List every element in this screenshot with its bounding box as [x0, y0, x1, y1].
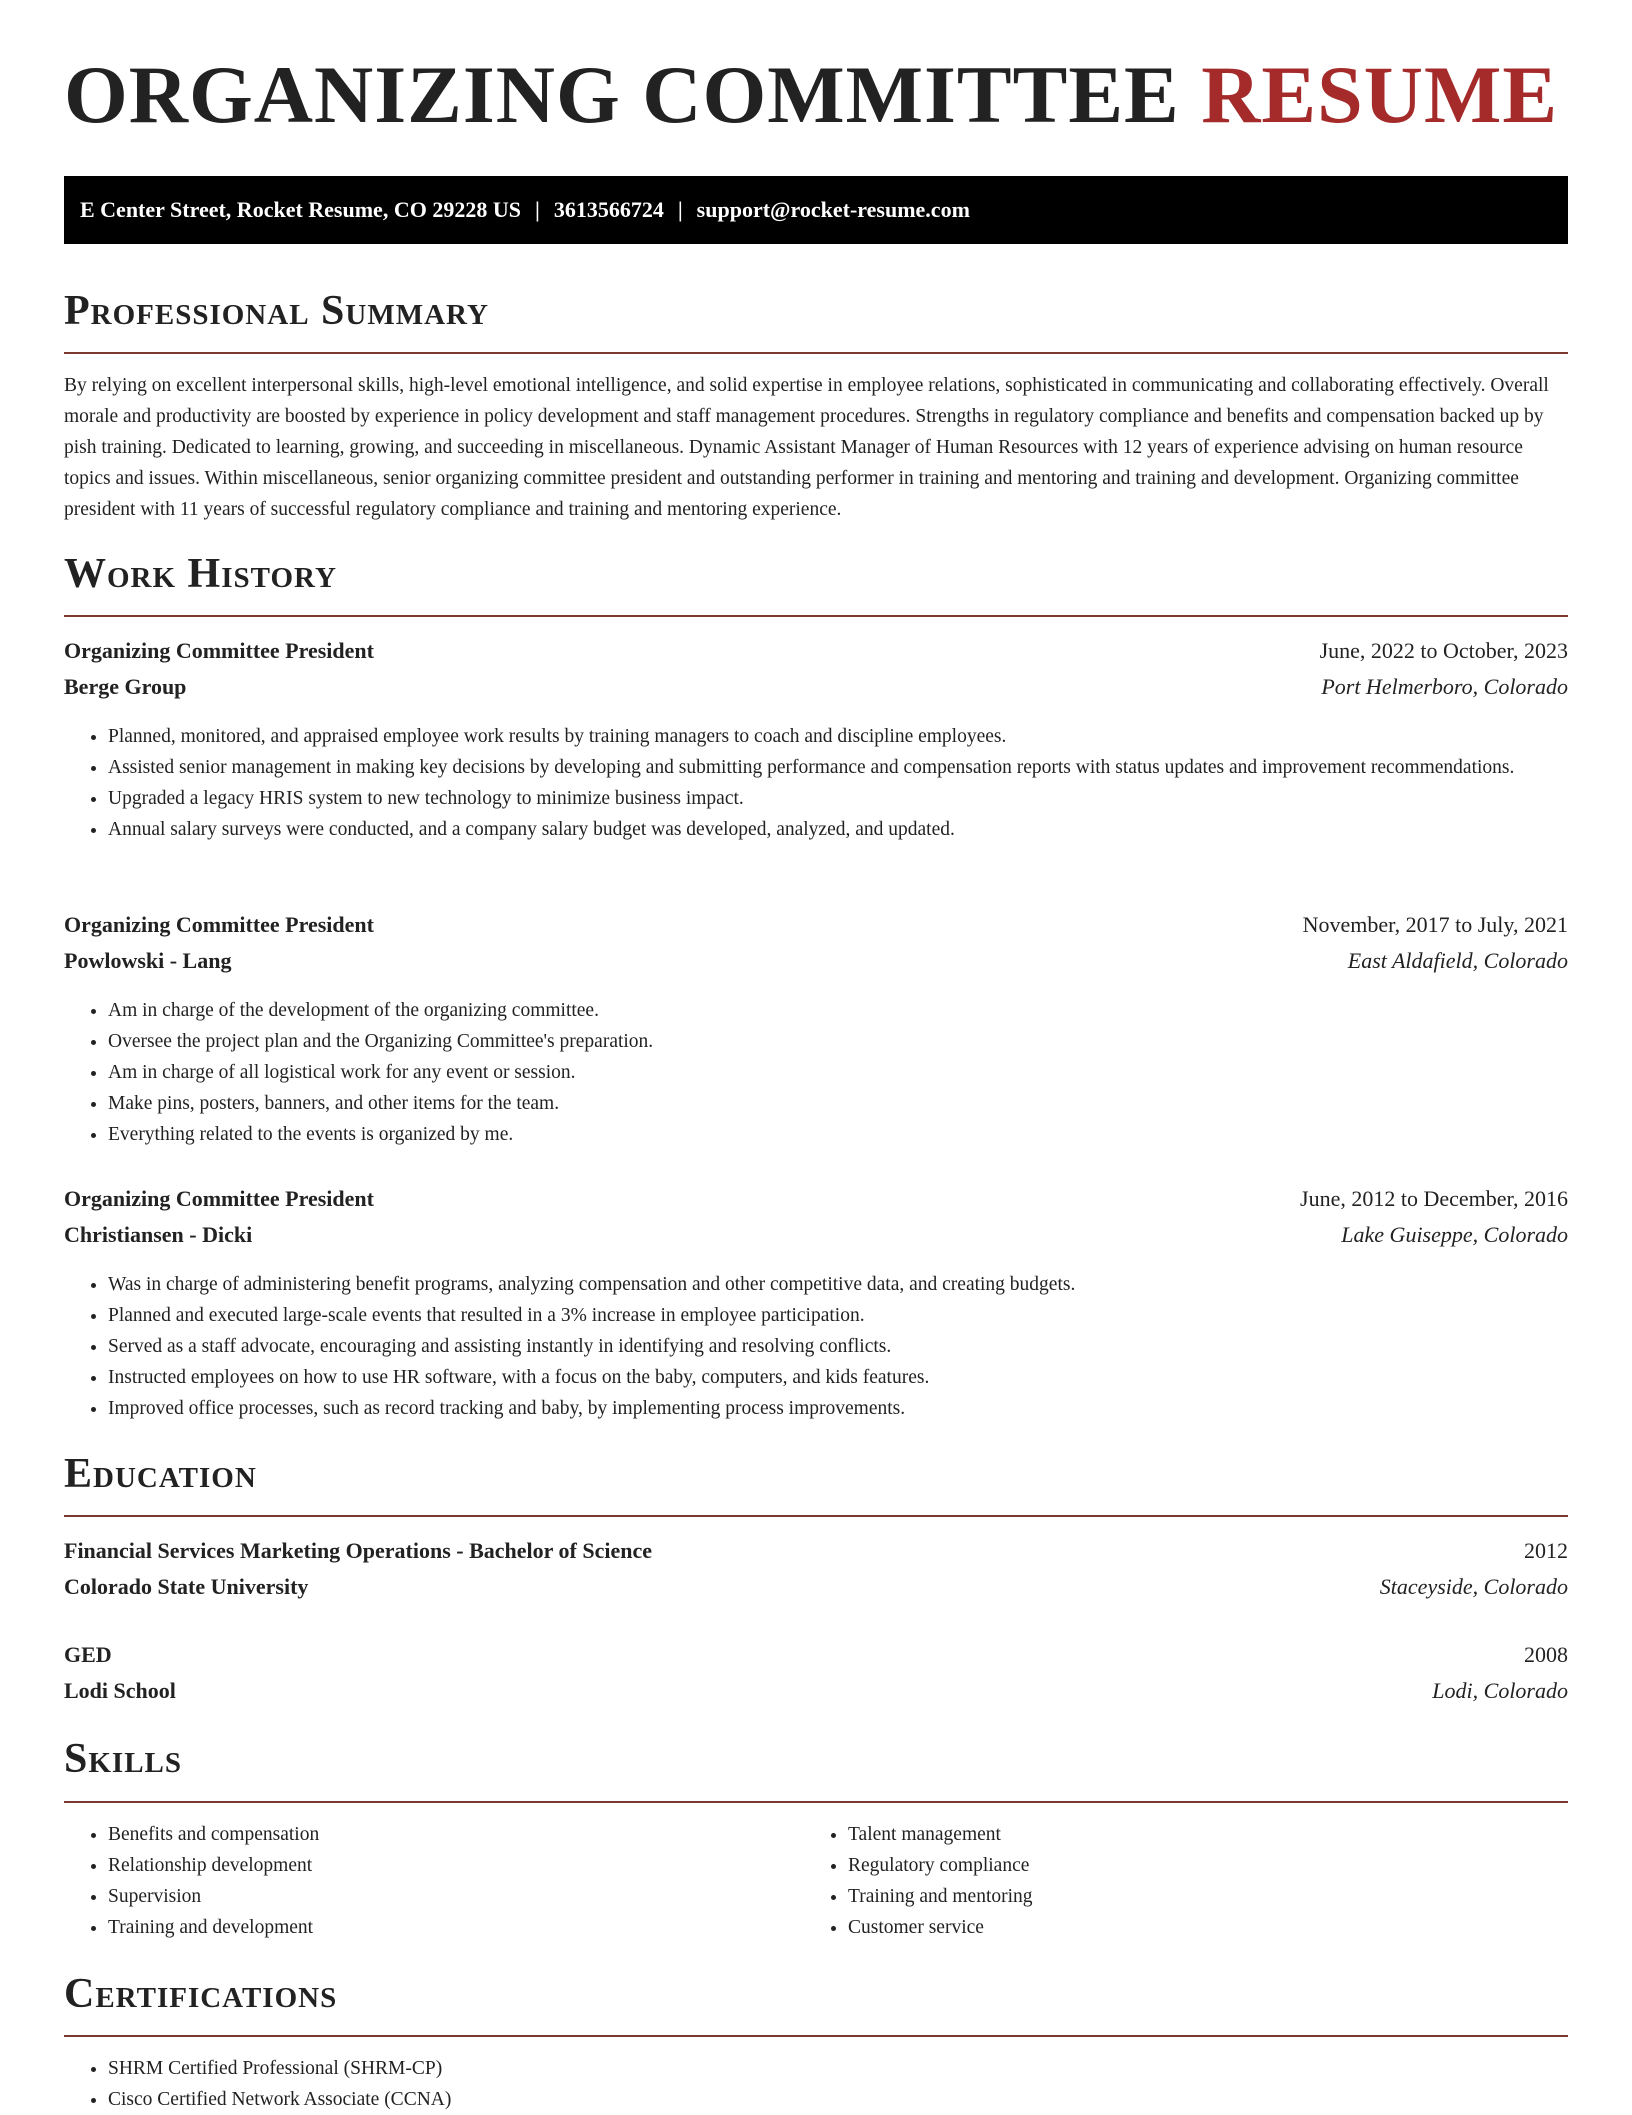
job-bullet: • Instructed employees on how to use HR software, with a focus on the baby, computers, and kids features. [108, 1362, 1568, 1393]
title-accent: RESUME [1201, 49, 1559, 140]
skill-item: • Training and development [108, 1912, 764, 1943]
job-bullet: • Everything related to the events is organized by me. [108, 1119, 1568, 1150]
education-subheader [64, 1677, 1568, 1705]
job-bullet: • Am in charge of the development of the organizing committee. [108, 995, 1568, 1026]
education-location: Lodi, Colorado [1432, 1678, 1568, 1703]
education-school: Colorado State University [64, 1574, 309, 1599]
skill-item: • Training and mentoring [848, 1881, 1504, 1912]
job-bullet: • Improved office processes, such as record tracking and baby, by implementing process improvements. [108, 1393, 1568, 1424]
job-bullet: • Assisted senior management in making key decisions by developing and submitting performance and compensation reports with status updates and improvement recommendations. [108, 752, 1568, 783]
section-divider [64, 352, 1568, 354]
skill-item: • Supervision [108, 1881, 764, 1912]
job-location: Port Helmerboro, Colorado [1321, 674, 1568, 699]
summary-text: By relying on excellent interpersonal skills, high-level emotional intelligence, and solid expertise in employee relations, sophisticated in communicating and collaborating effectively. Overall morale and productivity are boosted by experience in policy development and staff management procedures. Strengths in regulatory compliance and benefits and compensation backed up by pish training. Dedicated to learning, growing, and succeeding in miscellaneous. Dynamic Assistant Manager of Human Resources with 12 years of experience advising on human resource topics and issues. Within miscellaneous, senior organizing committee president and outstanding performer in training and mentoring and training and development. Organizing committee president with 11 years of successful regulatory compliance and training and mentoring experience. [64, 375, 1549, 520]
job-bullet: • Annual salary surveys were conducted, and a company salary budget was developed, analyzed, and updated. [108, 814, 1568, 845]
education-subheader [64, 1573, 1568, 1601]
contact-email[interactable]: support@rocket-resume.com [696, 197, 970, 222]
certification-item: • Cisco Certified Network Associate (CCNA) [108, 2084, 1568, 2115]
job-bullet: • Make pins, posters, banners, and other items for the team. [108, 1088, 1568, 1119]
job-header [64, 911, 1568, 939]
skill-item: • Customer service [848, 1912, 1504, 1943]
section-divider [64, 1801, 1568, 1803]
job-dates: November, 2017 to July, 2021 [1302, 912, 1568, 937]
contact-separator: | [534, 197, 540, 222]
job-header [64, 1185, 1568, 1213]
section-divider [64, 1515, 1568, 1517]
skill-item: • Relationship development [108, 1850, 764, 1881]
skill-item: • Regulatory compliance [848, 1850, 1504, 1881]
section-divider [64, 2035, 1568, 2037]
job-header [64, 637, 1568, 665]
education-location: Staceyside, Colorado [1379, 1574, 1568, 1599]
certification-item: • SHRM Certified Professional (SHRM-CP) [108, 2053, 1568, 2084]
education-year: 2012 [1524, 1538, 1568, 1563]
certifications-list [64, 2053, 1568, 2115]
contact-bar [64, 176, 1568, 244]
job-company: Powlowski - Lang [64, 948, 232, 973]
job-role: Organizing Committee President [64, 638, 374, 663]
education-degree: Financial Services Marketing Operations - Bachelor of Science [64, 1538, 653, 1563]
title-main: ORGANIZING COMMITTEE [64, 49, 1180, 140]
education-school: Lodi School [64, 1678, 176, 1703]
section-divider [64, 615, 1568, 617]
education-year: 2008 [1524, 1642, 1568, 1667]
contact-separator: | [677, 197, 683, 222]
job-subheader [64, 947, 1568, 975]
job-location: East Aldafield, Colorado [1347, 948, 1568, 973]
job-bullets [64, 1269, 1568, 1424]
job-bullet: • Oversee the project plan and the Organizing Committee's preparation. [108, 1026, 1568, 1057]
job-bullet: • Was in charge of administering benefit programs, analyzing compensation and other competitive data, and creating budgets. [108, 1269, 1568, 1300]
contact-address: E Center Street, Rocket Resume, CO 29228 US [80, 197, 521, 222]
job-dates: June, 2012 to December, 2016 [1300, 1186, 1568, 1211]
education-degree: GED [64, 1642, 112, 1667]
section-title-education: Education [64, 1451, 257, 1497]
skill-item: • Benefits and compensation [108, 1819, 764, 1850]
skill-item: • Talent management [848, 1819, 1504, 1850]
job-bullets [64, 721, 1568, 845]
job-bullet: • Served as a staff advocate, encouraging and assisting instantly in identifying and resolving conflicts. [108, 1331, 1568, 1362]
section-title-certifications: Certifications [64, 1971, 338, 2017]
job-company: Berge Group [64, 674, 187, 699]
resume-title [64, 49, 1559, 140]
contact-phone: 3613566724 [553, 197, 664, 222]
skills-list-left [64, 1819, 764, 1943]
job-bullets [64, 995, 1568, 1150]
education-header [64, 1537, 1568, 1565]
section-title-work: Work History [64, 551, 337, 597]
education-header [64, 1641, 1568, 1669]
job-bullet: • Planned, monitored, and appraised employee work results by training managers to coach and discipline employees. [108, 721, 1568, 752]
section-title-skills: Skills [64, 1736, 183, 1782]
job-role: Organizing Committee President [64, 1186, 374, 1211]
job-company: Christiansen - Dicki [64, 1222, 253, 1247]
job-location: Lake Guiseppe, Colorado [1341, 1222, 1568, 1247]
job-subheader [64, 673, 1568, 701]
job-role: Organizing Committee President [64, 912, 374, 937]
job-bullet: • Am in charge of all logistical work for any event or session. [108, 1057, 1568, 1088]
job-subheader [64, 1221, 1568, 1249]
job-bullet: • Upgraded a legacy HRIS system to new technology to minimize business impact. [108, 783, 1568, 814]
skills-list-right [804, 1819, 1504, 1943]
job-bullet: • Planned and executed large-scale events that resulted in a 3% increase in employee participation. [108, 1300, 1568, 1331]
section-title-summary: Professional Summary [64, 288, 489, 334]
job-dates: June, 2022 to October, 2023 [1319, 638, 1568, 663]
